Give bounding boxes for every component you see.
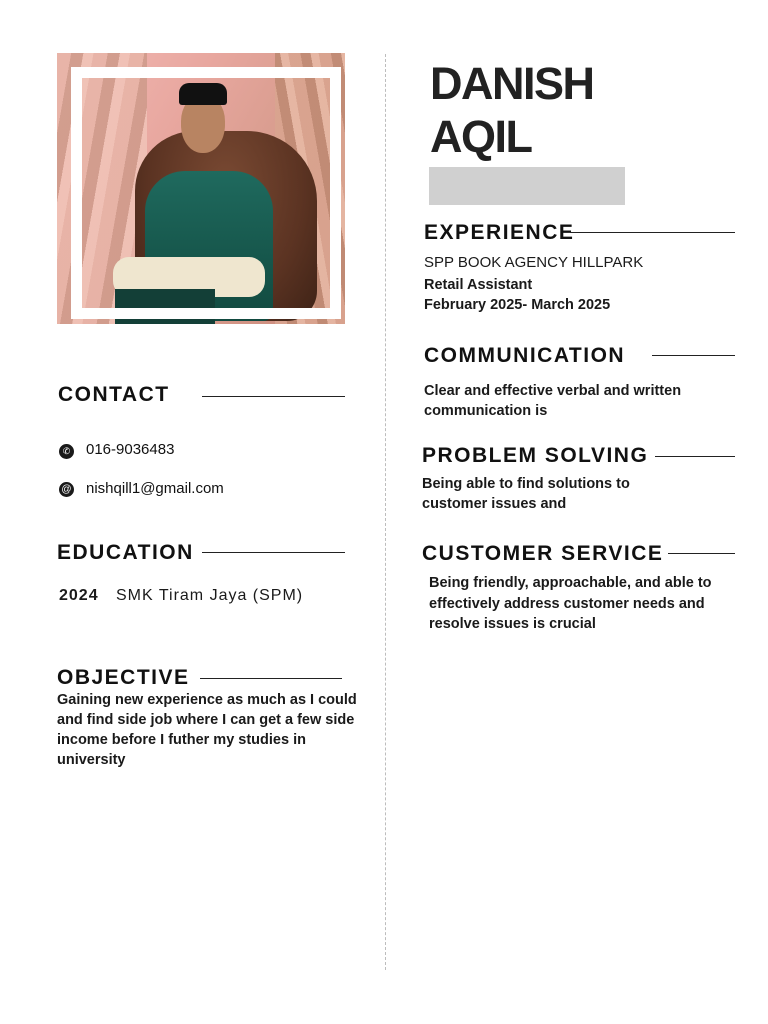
column-divider — [385, 54, 386, 970]
customer-service-text: Being friendly, approachable, and able to effectively address customer needs and resolve issues is crucial — [429, 575, 712, 632]
full-name — [430, 57, 594, 163]
contact-heading: CONTACT — [58, 383, 170, 406]
problem-solving-heading: PROBLEM SOLVING — [422, 444, 649, 467]
photo-frame — [71, 67, 341, 319]
phone-icon: ✆ — [59, 444, 74, 459]
experience-role: Retail Assistant — [424, 277, 533, 293]
problem-solving-text: Being able to find solutions to customer issues and — [422, 476, 630, 512]
communication-text: Clear and effective verbal and written communication is — [424, 383, 682, 419]
education-year: 2024 — [59, 587, 99, 604]
contact-email: nishqill1@gmail.com — [86, 480, 224, 497]
experience-period: February 2025- March 2025 — [424, 297, 611, 313]
experience-rule — [570, 232, 735, 233]
contact-rule — [202, 396, 345, 397]
contact-phone: 016-9036483 — [86, 441, 175, 458]
at-icon: @ — [59, 482, 74, 497]
customer-service-heading: CUSTOMER SERVICE — [422, 542, 664, 565]
communication-rule — [652, 355, 735, 356]
education-heading: EDUCATION — [57, 541, 194, 564]
profile-photo — [57, 53, 345, 324]
communication-heading: COMMUNICATION — [424, 344, 626, 367]
experience-heading: EXPERIENCE — [424, 221, 575, 244]
education-rule — [202, 552, 345, 553]
first-name: DANISH — [430, 58, 594, 109]
objective-heading: OBJECTIVE — [57, 666, 190, 689]
objective-text: Gaining new experience as much as I could and find side job where I can get a few side income before I futher my studies in university — [57, 692, 357, 768]
problem-solving-rule — [655, 456, 735, 457]
customer-service-rule — [668, 553, 735, 554]
last-name: AQIL — [430, 111, 532, 162]
experience-company: SPP BOOK AGENCY HILLPARK — [424, 254, 644, 271]
education-school: SMK Tiram Jaya (SPM) — [116, 587, 304, 604]
redacted-subtitle-bar — [429, 167, 625, 205]
objective-rule — [200, 678, 342, 679]
